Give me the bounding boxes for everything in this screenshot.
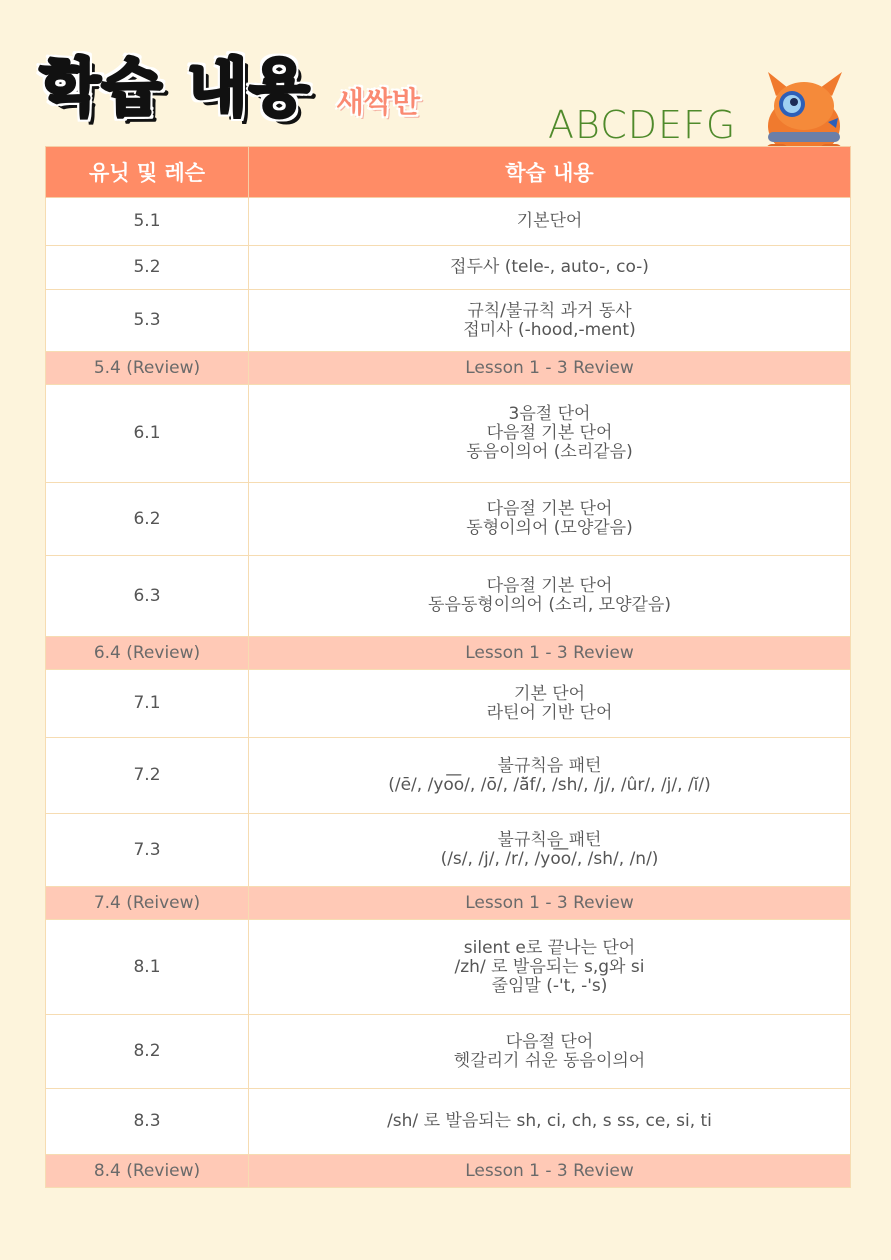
- learning-content-table: [45, 146, 851, 1188]
- unit-cell: 7.2: [46, 738, 249, 814]
- content-line: 기본단어: [516, 211, 583, 231]
- table-row: [46, 246, 851, 290]
- review-row: [46, 1155, 851, 1188]
- table-row: [46, 483, 851, 556]
- content-cell: [249, 1089, 851, 1155]
- unit-cell: 6.4 (Review): [46, 637, 249, 670]
- table-header-row: [46, 147, 851, 198]
- unit-cell: 5.3: [46, 290, 249, 352]
- table-row: [46, 670, 851, 738]
- content-cell: [249, 290, 851, 352]
- content-line: 다음절 단어: [505, 1031, 594, 1052]
- content-line: 줄임말 (-'t, -'s): [491, 975, 608, 996]
- content-line: Lesson 1 - 3 Review: [465, 892, 634, 913]
- content-cell: [249, 352, 851, 385]
- table-row: [46, 814, 851, 887]
- table-row: [46, 385, 851, 483]
- review-row: [46, 637, 851, 670]
- table-row: [46, 290, 851, 352]
- content-line: (/s/, /j/, /r/, /yo͞o/, /sh/, /n/): [440, 849, 659, 869]
- content-cell: [249, 814, 851, 887]
- unit-cell: 8.3: [46, 1089, 249, 1155]
- content-line: 접두사 (tele-, auto-, co-): [450, 257, 649, 277]
- alphabet-decoration: ABCDEFG: [548, 103, 737, 147]
- content-line: Lesson 1 - 3 Review: [465, 357, 634, 378]
- unit-cell: 6.2: [46, 483, 249, 556]
- table-row: [46, 1015, 851, 1089]
- unit-cell: 7.3: [46, 814, 249, 887]
- content-cell: [249, 670, 851, 738]
- unit-cell: 8.4 (Review): [46, 1155, 249, 1188]
- content-line: 동음이의어 (소리같음): [466, 442, 633, 462]
- content-line: 동형이의어 (모양같음): [466, 518, 633, 538]
- content-cell: [249, 738, 851, 814]
- content-line: 라틴어 기반 단어: [486, 702, 613, 723]
- unit-cell: 7.4 (Reivew): [46, 887, 249, 920]
- content-cell: [249, 385, 851, 483]
- content-cell: [249, 198, 851, 246]
- unit-cell: 5.4 (Review): [46, 352, 249, 385]
- unit-cell: 6.3: [46, 556, 249, 637]
- table-row: [46, 1089, 851, 1155]
- content-line: 기본 단어: [513, 683, 586, 704]
- content-line: 3음절 단어: [508, 404, 591, 424]
- unit-cell: 5.2: [46, 246, 249, 290]
- content-line: Lesson 1 - 3 Review: [465, 642, 634, 663]
- content-line: 접미사 (-hood,-ment): [463, 319, 636, 340]
- content-cell: [249, 887, 851, 920]
- table-row: [46, 920, 851, 1015]
- content-line: /zh/ 로 발음되는 s,g와 si: [454, 956, 645, 977]
- content-line: /sh/ 로 발음되는 sh, ci, ch, s ss, ce, si, ti: [387, 1111, 712, 1131]
- content-line: (/ē/, /yo͞o/, /ō/, /ă̆f/, /sh/, /j/, /ûr/, /j/, /ĭ/): [388, 774, 711, 795]
- content-line: 불규칙음 패턴: [497, 830, 602, 850]
- table-row: [46, 198, 851, 246]
- content-cell: [249, 246, 851, 290]
- review-row: [46, 887, 851, 920]
- content-cell: [249, 637, 851, 670]
- table-row: [46, 556, 851, 637]
- content-line: 규칙/불규칙 과거 동사: [467, 300, 632, 321]
- content-line: 다음절 기본 단어: [486, 499, 613, 519]
- content-line: Lesson 1 - 3 Review: [465, 1160, 634, 1181]
- unit-cell: 6.1: [46, 385, 249, 483]
- content-line: 다음절 기본 단어: [486, 423, 613, 443]
- column-header-unit: 유닛 및 레슨: [46, 147, 249, 198]
- content-cell: [249, 1015, 851, 1089]
- content-cell: [249, 556, 851, 637]
- content-line: 다음절 기본 단어: [486, 576, 613, 596]
- review-row: [46, 352, 851, 385]
- content-cell: [249, 1155, 851, 1188]
- content-line: 불규칙음 패턴: [497, 755, 602, 776]
- unit-cell: 8.2: [46, 1015, 249, 1089]
- table-row: [46, 738, 851, 814]
- content-line: 헷갈리기 쉬운 동음이의어: [453, 1050, 646, 1071]
- page-subtitle: 새싹반: [336, 85, 421, 119]
- unit-cell: 7.1: [46, 670, 249, 738]
- unit-cell: 5.1: [46, 198, 249, 246]
- column-header-content: 학습 내용: [249, 147, 851, 198]
- content-cell: [249, 920, 851, 1015]
- content-line: silent e로 끝나는 단어: [463, 937, 636, 958]
- content-cell: [249, 483, 851, 556]
- unit-cell: 8.1: [46, 920, 249, 1015]
- content-line: 동음동형이의어 (소리, 모양같음): [428, 595, 671, 615]
- page-title: 학습 내용: [40, 51, 312, 124]
